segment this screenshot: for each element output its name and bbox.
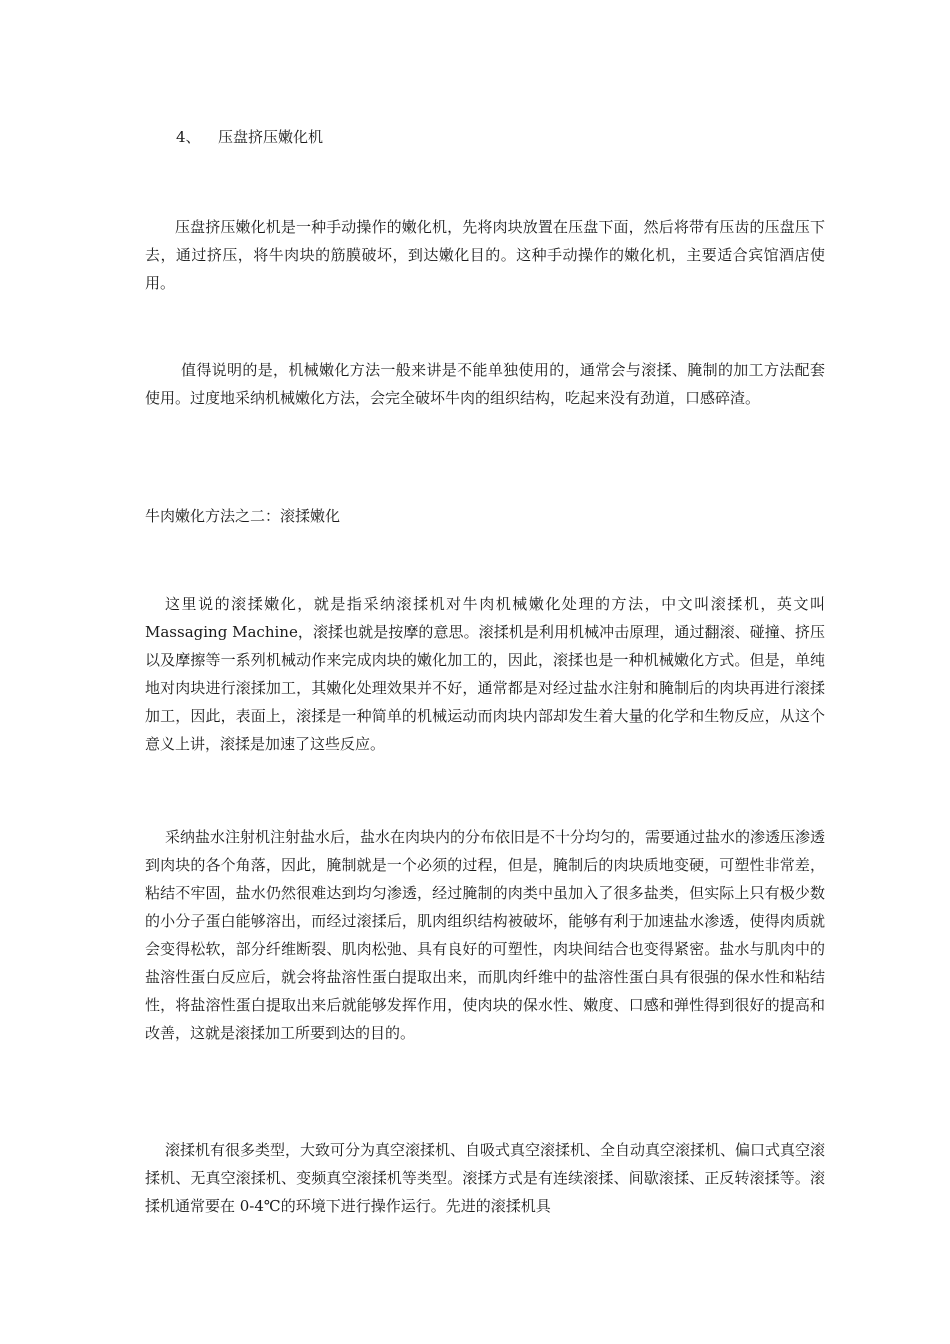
paragraph-brine-injection: 采纳盐水注射机注射盐水后，盐水在肉块内的分布依旧是不十分均匀的，需要通过盐水的渗透压渗透到肉块的各个角落，因此，腌制就是一个必须的过程，但是，腌制后的肉块质地变硬，可塑性非常差，粘结不牢固，盐水仍然很难达到均匀渗透，经过腌制的肉类中虽加入了很多盐类，但实际上只有极少数的小分子蛋白能够溶出，而经过滚揉后，肌肉组织结构被破坏，能够有利于加速盐水渗透，使得肉质就会变得松软，部分纤维断裂、肌肉松弛、具有良好的可塑性，肉块间结合也变得紧密。盐水与肌肉中的盐溶性蛋白反应后，就会将盐溶性蛋白提取出来，而肌肉纤维中的盐溶性蛋白具有很强的保水性和粘结性，将盐溶性蛋白提取出来后就能够发挥作用，使肉块的保水性、嫩度、口感和弹性得到很好的提高和改善，这就是滚揉加工所要到达的目的。 xyxy=(145,828,826,1042)
paragraph-tumbling-intro: 这里说的滚揉嫩化，就是指采纳滚揉机对牛肉机械嫩化处理的方法，中文叫滚揉机，英文叫 Massaging Machine，滚揉也就是按摩的意思。滚揉机是利用机械冲击原理，通过翻滚、碰撞、挤压以及摩擦等一系列机械动作来完成肉块的嫩化加工的，因此，滚揉也是一种机械嫩化方式。但是，单纯地对肉块进行滚揉加工，其嫩化处理效果并不好，通常都是对经过盐水注射和腌制后的肉块再进行滚揉加工，因此，表面上，滚揉是一种简单的机械运动而肉块内部却发生着大量的化学和生物反应，从这个意义上讲，滚揉是加速了这些反应。 xyxy=(145,595,825,753)
section-heading xyxy=(176,126,323,148)
paragraph-mechanical-note: 值得说明的是，机械嫩化方法一般来讲是不能单独使用的，通常会与滚揉、腌制的加工方法配套使用。过度地采纳机械嫩化方法，会完全破坏牛肉的组织结构，吃起来没有劲道，口感碎渣。 xyxy=(145,361,825,407)
heading-number: 4、 xyxy=(176,128,201,146)
paragraph-tumbler-types: 滚揉机有很多类型，大致可分为真空滚揉机、自吸式真空滚揉机、全自动真空滚揉机、偏口式真空滚揉机、无真空滚揉机、变频真空滚揉机等类型。滚揉方式是有连续滚揉、间歇滚揉、正反转滚揉等。滚揉机通常要在 0-4℃的环境下进行操作运行。先进的滚揉机具 xyxy=(145,1141,826,1215)
paragraph-press-tenderizer: 压盘挤压嫩化机是一种手动操作的嫩化机，先将肉块放置在压盘下面，然后将带有压齿的压盘压下去，通过挤压，将牛肉块的筋膜破坏，到达嫩化目的。这种手动操作的嫩化机，主要适合宾馆酒店使用。 xyxy=(145,218,825,292)
heading-text: 压盘挤压嫩化机 xyxy=(218,128,324,146)
section-title-tumbling: 牛肉嫩化方法之二：滚揉嫩化 xyxy=(145,507,341,525)
